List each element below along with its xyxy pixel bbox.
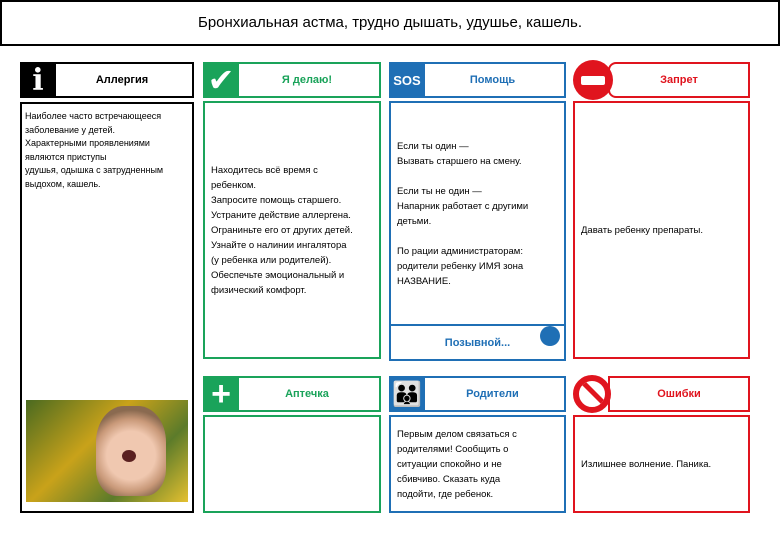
sos-icon: SOS	[389, 62, 425, 98]
allergy-panel	[20, 102, 194, 513]
page-title: Бронхиальная астма, трудно дышать, удушье, кашель.	[0, 0, 780, 46]
child-photo	[26, 400, 188, 502]
no-entry-icon	[573, 60, 613, 100]
first-aid-icon: +	[203, 376, 239, 412]
radio-icon	[540, 326, 560, 346]
errors-text: Излишнее волнение. Паника.	[573, 415, 750, 513]
kit-text	[203, 415, 381, 513]
parents-header: Родители	[389, 376, 566, 412]
prohibited-icon	[573, 375, 611, 413]
allergy-text: Наиболее часто встречающееся заболевание у детей. Характерными проявлениями являются приступы удушья, одышка с затрудненным выдохом, кашель.	[25, 111, 164, 189]
parents-text: Первым делом связаться с родителями! Сообщить о ситуации спокойно и не сбивчиво. Сказать куда подойти, где ребенок.	[389, 415, 566, 513]
info-icon: i	[20, 62, 56, 98]
ban-header: Запрет	[608, 62, 750, 98]
help-text: Если ты один — Вызвать старшего на смену. Если ты не один — Напарник работает с другими детьми. По рации администраторам: родители ребенку ИМЯ зона НАЗВАНИЕ.	[389, 101, 566, 326]
help-header: Помощь	[389, 62, 566, 98]
allergy-header: Аллергия	[20, 62, 194, 98]
parent-child-icon: 👪	[389, 376, 425, 412]
doing-text: Находитесь всё время с ребенком. Запросите помощь старшего. Устраните действие аллергена. Ограниньте его от других детей. Узнайте о налинии ингалятора (у ребенка или родителей). Обеспечьте эмоциональный и физический комфорт.	[203, 101, 381, 359]
callsign-label: Позывной...	[444, 336, 511, 349]
errors-header: Ошибки	[608, 376, 750, 412]
ban-text: Давать ребенку препараты.	[573, 101, 750, 359]
kit-header: Аптечка	[203, 376, 381, 412]
doing-header: Я делаю!	[203, 62, 381, 98]
callsign-field[interactable]	[389, 324, 566, 361]
checkmark-icon: ✔	[203, 62, 239, 98]
